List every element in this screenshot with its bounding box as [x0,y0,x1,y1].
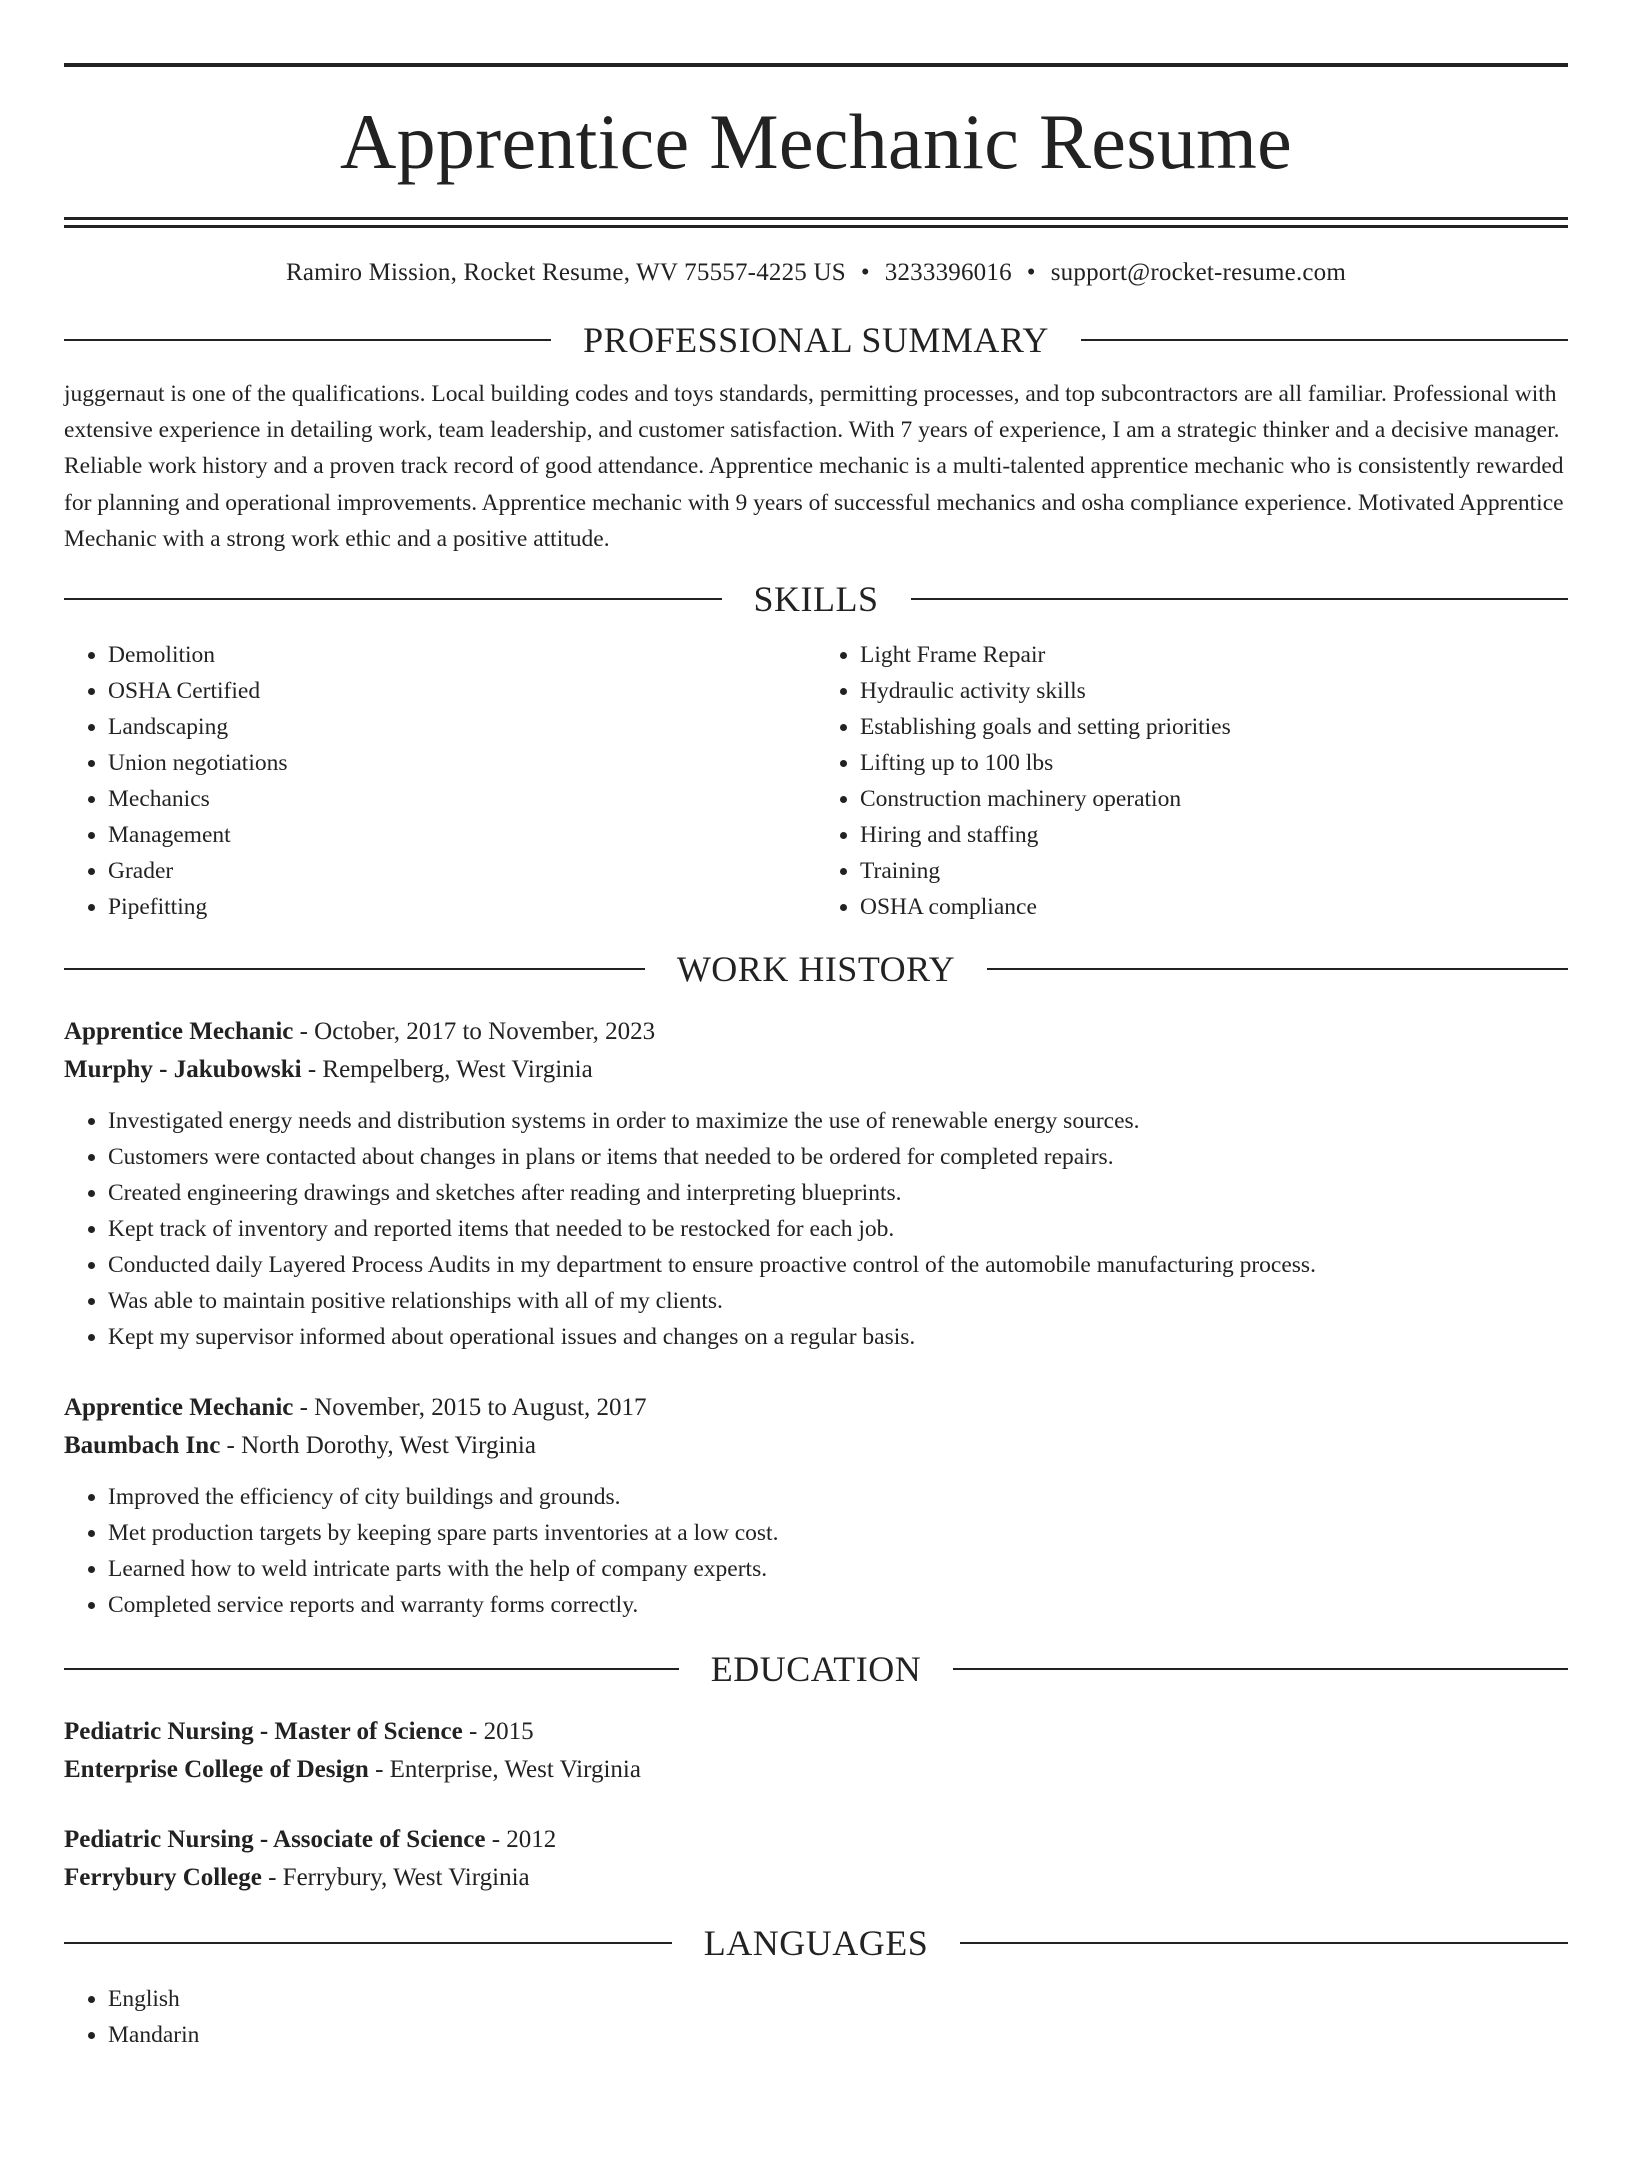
education-school: Enterprise College of Design [64,1756,369,1784]
skill-item: • OSHA Certified [108,673,816,709]
title-double-rule [64,217,1568,228]
section-title: WORK HISTORY [676,949,956,990]
section-title: SKILLS [753,579,879,620]
heading-rule [64,968,645,970]
section-title: PROFESSIONAL SUMMARY [583,320,1049,360]
skill-item: • Hydraulic activity skills [860,673,1568,709]
job-duty: • Improved the efficiency of city buildings and grounds. [108,1479,1568,1515]
heading-rule [987,968,1568,970]
job-duty: • Learned how to weld intricate parts with the help of company experts. [108,1551,1568,1587]
job-title: Apprentice Mechanic [64,1018,294,1046]
skill-item: • Landscaping [108,709,816,745]
education-school: Ferrybury College [64,1864,262,1892]
skill-item: • OSHA compliance [860,889,1568,925]
section-title: EDUCATION [710,1649,922,1690]
section-heading-education [64,1645,1568,1693]
skill-item: • Pipefitting [108,889,816,925]
skill-item: • Lifting up to 100 lbs [860,745,1568,781]
job-dates: - October, 2017 to November, 2023 [293,1018,656,1046]
education-degree-line [64,1821,1568,1859]
skills-list [64,637,1568,925]
top-rule [64,63,1568,67]
skill-item: • Establishing goals and setting priorities [860,709,1568,745]
job-duty: • Completed service reports and warranty forms correctly. [108,1587,1568,1623]
language-item: • Mandarin [108,2017,1568,2053]
skill-item: • Training [860,853,1568,889]
resume-page [0,63,1632,2175]
page-title: Apprentice Mechanic Resume [339,98,1293,185]
job-company: Baumbach Inc [64,1432,221,1460]
summary-text: juggernaut is one of the qualifications. Local building codes and toys standards, permitting processes, and top subcontractors are all familiar. Professional with extensive experience in detailing work, team leadership, and customer satisfaction. With 7 years of experience, I am a strategic thinker and a decisive manager. Reliable work history and a proven track record of good attendance. Apprentice mechanic is a multi-talented apprentice mechanic who is consistently rewarded for planning and operational improvements. Apprentice mechanic with 9 years of successful mechanics and osha compliance experience. Motivated Apprentice Mechanic with a strong work ethic and a positive attitude. [64,381,1564,552]
education-location: - Ferrybury, West Virginia [261,1864,530,1892]
job-company-line [64,1427,1568,1465]
skills-column-right [816,637,1568,925]
skill-item: • Union negotiations [108,745,816,781]
job-dates: - November, 2015 to August, 2017 [293,1394,647,1422]
education-degree: Pediatric Nursing - Associate of Science [64,1826,486,1854]
heading-rule [64,1668,679,1670]
education-school-line [64,1859,1568,1897]
skill-item: • Mechanics [108,781,816,817]
education-year: - 2012 [485,1826,557,1854]
job-location: - Rempelberg, West Virginia [301,1056,593,1084]
job-location: - North Dorothy, West Virginia [220,1432,536,1460]
skills-column-left [64,637,816,925]
job-duty: • Investigated energy needs and distribution systems in order to maximize the use of renewable energy sources. [108,1103,1568,1139]
education-school-line [64,1751,1568,1789]
heading-rule [911,598,1569,600]
job-duty: • Customers were contacted about changes in plans or items that needed to be ordered for completed repairs. [108,1139,1568,1175]
job-duty: • Kept my supervisor informed about operational issues and changes on a regular basis. [108,1319,1568,1355]
skill-item: • Demolition [108,637,816,673]
education-location: - Enterprise, West Virginia [368,1756,641,1784]
contact-email: support@rocket-resume.com [1050,259,1347,286]
job-company-line [64,1051,1568,1089]
contact-line [64,256,1568,290]
contact-separator: • [1026,259,1036,286]
heading-rule [64,339,551,341]
job-title-line [64,1389,1568,1427]
heading-rule [953,1668,1568,1670]
job-title: Apprentice Mechanic [64,1394,294,1422]
job-duty: • Kept track of inventory and reported items that needed to be restocked for each job. [108,1211,1568,1247]
skill-item: • Management [108,817,816,853]
section-heading-languages [64,1919,1568,1967]
education-year: - 2015 [462,1718,534,1746]
job-duty: • Created engineering drawings and sketches after reading and interpreting blueprints. [108,1175,1568,1211]
languages-list [64,1981,1568,2053]
skill-item: • Grader [108,853,816,889]
skill-item: • Hiring and staffing [860,817,1568,853]
job-title-line [64,1013,1568,1051]
skill-item: • Construction machinery operation [860,781,1568,817]
job-entry [64,1389,1568,1623]
section-heading-skills [64,575,1568,623]
language-item: • English [108,1981,1568,2017]
contact-separator: • [860,259,870,286]
job-duties [64,1103,1568,1355]
education-degree: Pediatric Nursing - Master of Science [64,1718,463,1746]
section-heading-summary [64,316,1568,364]
heading-rule [64,1942,672,1944]
job-duties [64,1479,1568,1623]
job-duty: • Was able to maintain positive relationships with all of my clients. [108,1283,1568,1319]
heading-rule [64,598,722,600]
education-entry [64,1821,1568,1897]
skill-item: • Light Frame Repair [860,637,1568,673]
section-title: LANGUAGES [703,1923,929,1964]
contact-address: Ramiro Mission, Rocket Resume, WV 75557-4225 US [285,259,846,286]
section-heading-work [64,945,1568,993]
job-company: Murphy - Jakubowski [64,1056,302,1084]
job-duty: • Met production targets by keeping spare parts inventories at a low cost. [108,1515,1568,1551]
contact-phone: 3233396016 [884,259,1012,286]
heading-rule [960,1942,1568,1944]
education-degree-line [64,1713,1568,1751]
heading-rule [1081,339,1568,341]
education-entry [64,1713,1568,1789]
job-duty: • Conducted daily Layered Process Audits in my department to ensure proactive control of the automobile manufacturing process. [108,1247,1568,1283]
job-entry [64,1013,1568,1355]
